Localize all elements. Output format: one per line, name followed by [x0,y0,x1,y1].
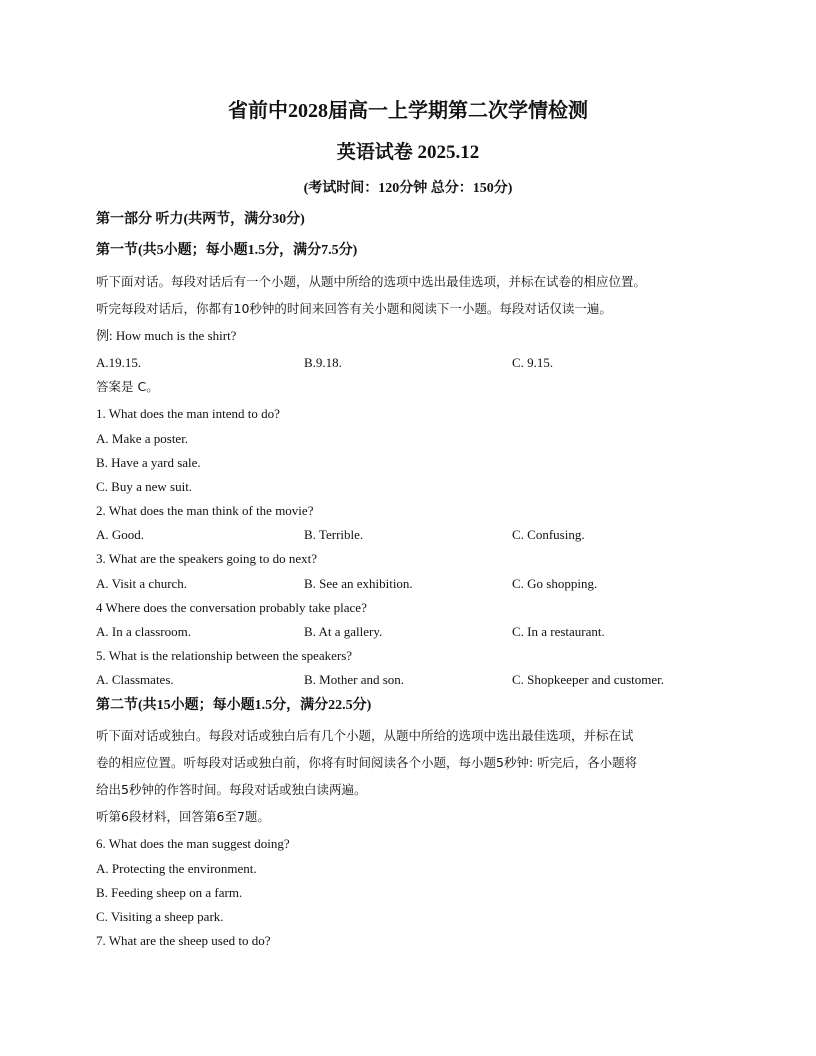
section2-instruction-line2: 卷的相应位置。听每段对话或独白前，你将有时间阅读各个小题，每小题5秒钟: 听完后，各小题将 [96,755,638,770]
example-option-c: C. 9.15. [512,355,554,370]
q2-question: 2. What does the man think of the movie? [96,503,314,518]
q2-option-c: C. Confusing. [512,527,585,542]
q1-question: 1. What does the man intend to do? [96,406,280,421]
q5-option-b: B. Mother and son. [304,672,405,687]
q4-option-c: C. In a restaurant. [512,624,605,639]
q3-option-c: C. Go shopping. [512,576,598,591]
exam-title: 省前中2028届高一上学期第二次学情检测 [228,100,588,122]
example-question: 例: How much is the shirt? [96,328,237,343]
q4-option-a: A. In a classroom. [96,624,191,639]
section1-instruction-line1: 听下面对话。每段对话后有一个小题，从题中所给的选项中选出最佳选项，并标在试卷的相应位置。 [96,274,647,289]
q6-option-c: C. Visiting a sheep park. [96,909,224,924]
q1-option-c: C. Buy a new suit. [96,479,193,494]
section2-heading: 第二节(共15小题；每小题1.5分，满分22.5分) [96,698,372,713]
q6-question: 6. What does the man suggest doing? [96,836,290,851]
q7-question: 7. What are the sheep used to do? [96,933,271,948]
material6-instruction: 听第6段材料，回答第6至7题。 [96,809,270,824]
q3-option-b: B. See an exhibition. [304,576,413,591]
q2-option-b: B. Terrible. [304,527,364,542]
example-option-a: A.19.15. [96,355,142,370]
section2-instruction-line1: 听下面对话或独白。每段对话或独白后有几个小题，从题中所给的选项中选出最佳选项，并标在试 [96,728,634,743]
exam-info: (考试时间：120分钟 总分：150分) [303,181,513,196]
q4-option-b: B. At a gallery. [304,624,383,639]
q6-option-a: A. Protecting the environment. [96,861,257,876]
q6-option-b: B. Feeding sheep on a farm. [96,885,243,900]
q5-option-a: A. Classmates. [96,672,174,687]
q3-question: 3. What are the speakers going to do next? [96,551,318,566]
section1-instruction-line2: 听完每段对话后，你都有10秒钟的时间来回答有关小题和阅读下一小题。每段对话仅读一遍。 [96,301,612,316]
q4-question: 4 Where does the conversation probably take place? [96,600,367,615]
section1-heading: 第一节(共5小题；每小题1.5分，满分7.5分) [96,243,358,258]
q5-question: 5. What is the relationship between the speakers? [96,648,353,663]
part1-heading: 第一部分 听力(共两节，满分30分) [96,212,305,227]
section2-instruction-line3: 给出5秒钟的作答时间。每段对话或独白读两遍。 [96,782,367,797]
q1-option-a: A. Make a poster. [96,431,189,446]
q2-option-a: A. Good. [96,527,145,542]
q1-option-b: B. Have a yard sale. [96,455,201,470]
exam-subtitle: 英语试卷 2025.12 [336,142,480,163]
q5-option-c: C. Shopkeeper and customer. [512,672,664,687]
example-option-b: B.9.18. [304,355,342,370]
q3-option-a: A. Visit a church. [96,576,188,591]
example-answer: 答案是 C。 [96,379,159,394]
